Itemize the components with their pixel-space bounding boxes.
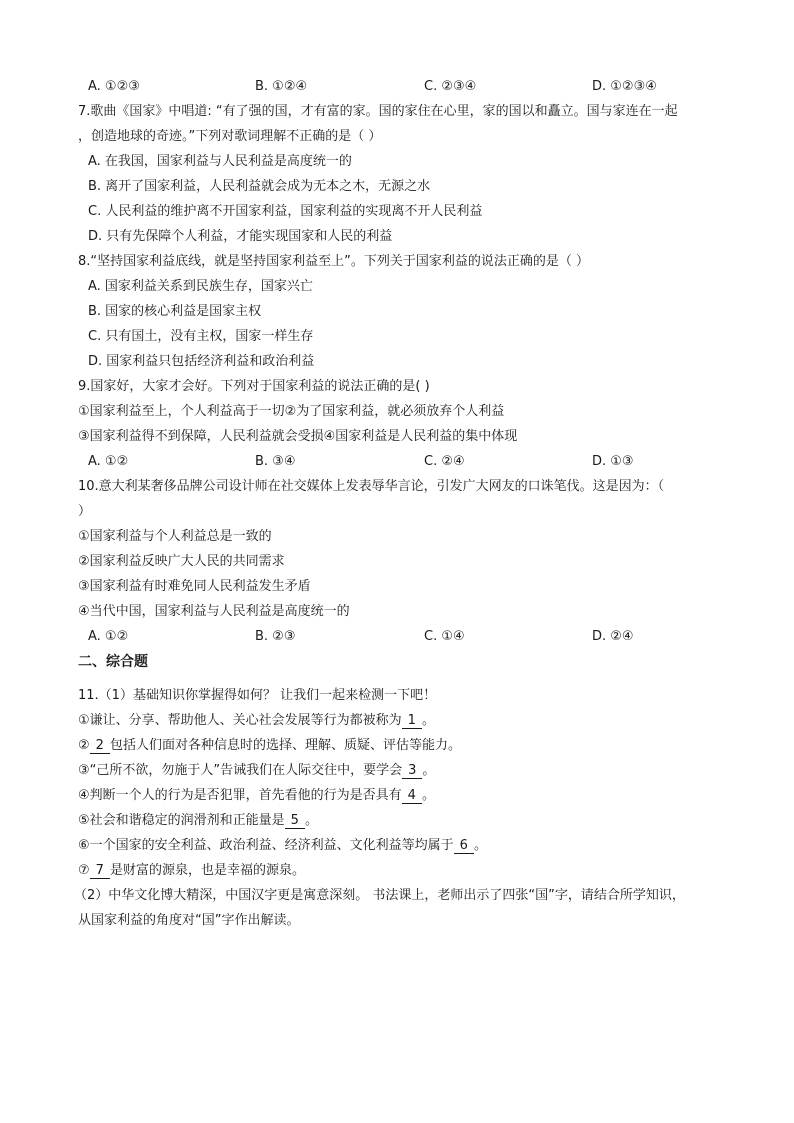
answer-blank: 3 (402, 764, 422, 779)
question-7-option-d: D. 只有先保障个人利益，才能实现国家和人民的利益 (88, 229, 393, 244)
question-10-option-c: C. ①④ (424, 629, 465, 644)
question-7-option-b: B. 离开了国家利益，人民利益就会成为无本之木，无源之水 (88, 179, 431, 194)
fill-blank-item (78, 713, 435, 729)
question-8-stem: 8.“坚持国家利益底线，就是坚持国家利益至上”。下列关于国家利益的说法正确的是（ ） (78, 254, 590, 269)
question-8-option-b: B. 国家的核心利益是国家主权 (88, 304, 262, 319)
question-7-option-c: C. 人民利益的维护离不开国家利益，国家利益的实现离不开人民利益 (88, 204, 483, 219)
answer-blank: 1 (402, 714, 422, 729)
question-10-statement-3: ③国家利益有时难免同人民利益发生矛盾 (78, 579, 311, 594)
fill-blank-text: ③“己所不欲，勿施于人”告诫我们在人际交往中，要学会 (78, 763, 403, 778)
question-9-option-c: C. ②④ (424, 454, 465, 469)
fill-blank-text: ⑥一个国家的安全利益、政治利益、经济利益、文化利益等均属于 (78, 838, 454, 853)
fill-blank-text: 是财富的源泉，也是幸福的源泉。 (109, 863, 305, 878)
question-11-part2-line1: （2）中华文化博大精深，中国汉字更是寓意深刻。 书法课上，老师出示了四张“国”字，请结合所学知识， (74, 888, 685, 903)
question-10-option-d: D. ②④ (592, 629, 634, 644)
option-d: D. ①②③④ (592, 79, 657, 94)
option-c: C. ②③④ (424, 79, 477, 94)
fill-blank-text: 包括人们面对各种信息时的选择、理解、质疑、评估等能力。 (109, 738, 461, 753)
question-8-option-c: C. 只有国土，没有主权，国家一样生存 (88, 329, 314, 344)
answer-blank: 5 (285, 814, 305, 829)
question-10-option-b: B. ②③ (255, 629, 296, 644)
question-10-statement-4: ④当代中国，国家利益与人民利益是高度统一的 (78, 604, 350, 619)
question-9-option-b: B. ③④ (255, 454, 296, 469)
question-8-option-a: A. 国家利益关系到民族生存，国家兴亡 (88, 279, 313, 294)
question-11-part2-line2: 从国家利益的角度对“国”字作出解读。 (78, 913, 300, 928)
question-10-statement-2: ②国家利益反映广大人民的共同需求 (78, 554, 285, 569)
fill-blank-text: ⑤社会和谐稳定的润滑剂和正能量是 (78, 813, 285, 828)
question-9-stem: 9.国家好，大家才会好。下列对于国家利益的说法正确的是( ) (78, 379, 430, 394)
fill-blank-item (78, 838, 487, 854)
question-9-statements-1: ①国家利益至上，个人利益高于一切②为了国家利益，就必须放弃个人利益 (78, 404, 505, 419)
question-11-part1-title: 11.（1）基础知识你掌握得如何？ 让我们一起来检测一下吧！ (78, 688, 437, 703)
question-8-option-d: D. 国家利益只包括经济利益和政治利益 (88, 354, 315, 369)
fill-blank-item (78, 738, 461, 754)
question-10-stem-line2: ） (78, 504, 92, 519)
fill-blank-item (78, 788, 435, 804)
question-9-option-d: D. ①③ (592, 454, 634, 469)
section-heading: 二、综合题 (78, 654, 148, 670)
fill-blank-text: ④判断一个人的行为是否犯罪，首先看他的行为是否具有 (78, 788, 402, 803)
question-7-stem-line1: 7.歌曲《国家》中唱道: “有了强的国，才有富的家。国的家住在心里，家的国以和矗立。国与家连在一起 (78, 104, 678, 119)
fill-blank-text: ② (78, 738, 90, 753)
question-10-stem-line1: 10.意大利某奢侈品牌公司设计师在社交媒体上发表辱华言论，引发广大网友的口诛笔伐。这是因为：（ (78, 479, 665, 494)
question-7-stem-line2: ，创造地球的奇迹。”下列对歌词理解不正确的是（ ） (78, 129, 382, 144)
fill-blank-text: ①谦让、分享、帮助他人、关心社会发展等行为都被称为 (78, 713, 402, 728)
answer-blank: 7 (90, 864, 110, 879)
question-7-option-a: A. 在我国，国家利益与人民利益是高度统一的 (88, 154, 352, 169)
question-9-option-a: A. ①② (88, 454, 129, 469)
answer-blank: 4 (402, 789, 422, 804)
fill-blank-text: 。 (421, 788, 435, 803)
fill-blank-text: 。 (421, 713, 435, 728)
fill-blank-item (78, 763, 435, 779)
fill-blank-item (78, 863, 305, 879)
fill-blank-text: 。 (473, 838, 487, 853)
fill-blank-text: ⑦ (78, 863, 90, 878)
answer-blank: 6 (454, 839, 474, 854)
answer-blank: 2 (90, 739, 110, 754)
option-a: A. ①②③ (88, 79, 140, 94)
question-9-statements-2: ③国家利益得不到保障，人民利益就会受损④国家利益是人民利益的集中体现 (78, 429, 518, 444)
fill-blank-text: 。 (304, 813, 318, 828)
fill-blank-text: 。 (422, 763, 436, 778)
question-10-option-a: A. ①② (88, 629, 129, 644)
fill-blank-item (78, 813, 318, 829)
question-10-statement-1: ①国家利益与个人利益总是一致的 (78, 529, 272, 544)
option-b: B. ①②④ (255, 79, 308, 94)
